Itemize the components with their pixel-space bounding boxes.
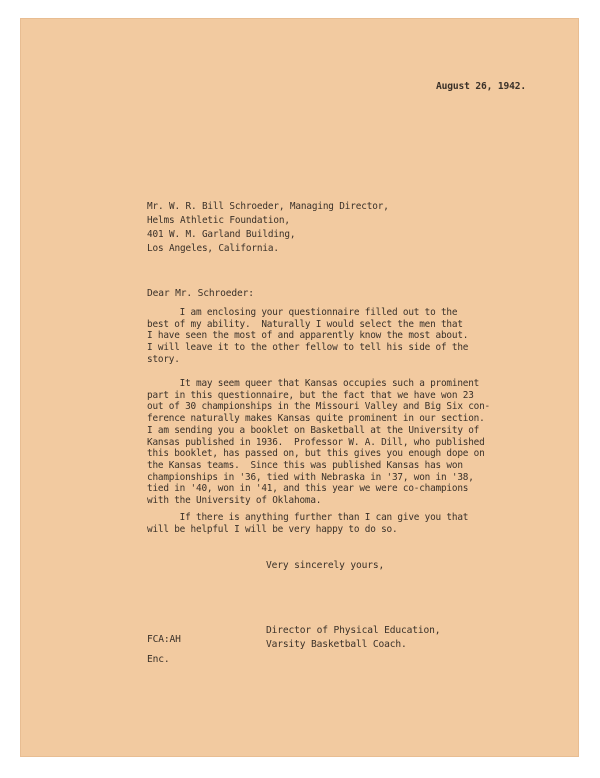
salutation: Dear Mr. Schroeder: — [147, 288, 254, 299]
enclosure-note: Enc. — [147, 654, 170, 665]
typist-initials: FCA:AH — [147, 634, 181, 645]
address-line-1: Mr. W. R. Bill Schroeder, Managing Director, — [147, 201, 389, 212]
closing: Very sincerely yours, — [266, 560, 385, 571]
signature-title-2: Varsity Basketball Coach. — [266, 639, 407, 650]
paragraph-1: I am enclosing your questionnaire filled out to the best of my ability. Naturally I would select the men that I have seen the most of and apparently know the most about. I will leave it to the other fellow to tell his side of the story. — [147, 307, 469, 365]
letter-date: August 26, 1942. — [436, 81, 527, 92]
paragraph-3: If there is anything further than I can give you that will be helpful I will be very happy to do so. — [147, 512, 469, 535]
address-line-2: Helms Athletic Foundation, — [147, 215, 290, 226]
signature-title-1: Director of Physical Education, — [266, 625, 441, 636]
paragraph-2: It may seem queer that Kansas occupies such a prominent part in this questionnaire, but the fact that we have won 23 out of 30 championships in the Missouri Valley and Big Six con- ference naturally makes Kansas quite prominent in our section. I am sending you a booklet on Basketball at the University of Kansas published in 1936. Professor W. A. Dill, who published this booklet, has passed on, but this gives you enough dope on the Kansas teams. Since this was published Kansas has won championships in '36, tied with Nebraska in '37, won in '38, tied in '40, won in '41, and this year we were co-champions with the University of Oklahoma. — [147, 378, 490, 507]
address-line-4: Los Angeles, California. — [147, 243, 279, 254]
address-line-3: 401 W. M. Garland Building, — [147, 229, 296, 240]
